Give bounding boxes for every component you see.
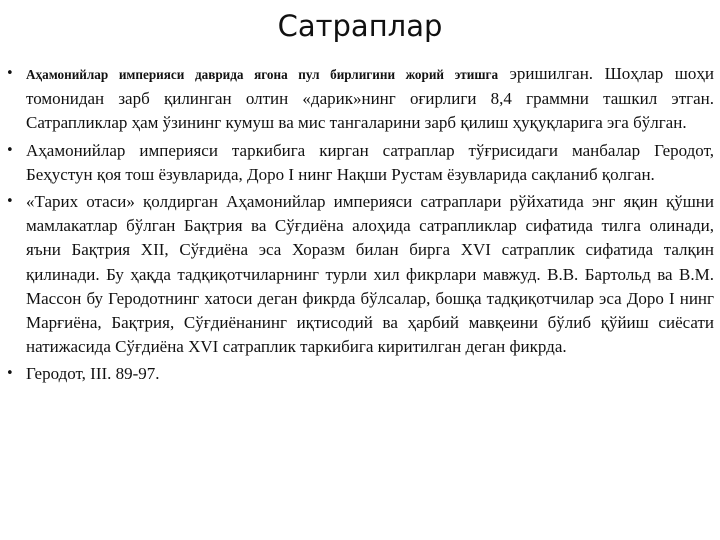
list-item (6, 139, 714, 187)
bullet-icon: • (6, 66, 14, 81)
list-item-lead: Аҳамонийлар империяси даврида ягона пул бирлигини жорий этишга (26, 67, 499, 82)
list-item-text (26, 62, 714, 136)
bullet-icon: • (6, 142, 14, 158)
list-item-body: «Тарих отаси» қолдирган Аҳамонийлар империяси сатраплари рўйхатида энг яқин қўшни мамлакатлар бўлган Бақтрия ва Сўғдиёна алоҳида сатрапликлар сифатида тилга олинади, яъни Бақтрия XII, Сўғдиёна эса Хоразм билан бирга XVI сатраплик сифатида талқин қилинади. Бу ҳақда тадқиқотчиларнинг турли хил фикрлари мавжуд. В.В. Бартольд ва В.М. Массон бу Геродотнинг хатоси деган фикрда бўлсалар, бошқа тадқиқотчилар эса Доро I нинг Марғиёна, Бақтрия, Сўғдиёнанинг иқтисодий ва ҳарбий мавқеини бўлиб қўйиш сиёсати натижасида Сўғдиёна XVI сатраплик таркибига киритилган деган фикрда. (26, 192, 714, 357)
list-item-body: Геродот, III. 89-97. (26, 364, 160, 384)
bullet-icon: • (6, 194, 14, 210)
slide-title: Сатраплар (277, 9, 443, 43)
bullet-list (6, 62, 714, 390)
list-item (6, 190, 714, 359)
list-item-text (26, 362, 714, 386)
list-item (6, 62, 714, 136)
list-item-text (26, 139, 714, 187)
list-item-text (26, 190, 714, 359)
list-item-body: эришилган. Шоҳлар шоҳи томонидан зарб қилинган олтин «дарик»нинг оғирлиги 8,4 граммни ташкил этган. Сатрапликлар ҳам ўзининг кумуш ва мис тангаларини зарб қилиш ҳуқуқларига эга бўлган. (26, 64, 714, 133)
bullet-icon: • (6, 366, 14, 382)
list-item-body: Аҳамонийлар империяси таркибига кирган сатраплар тўғрисидаги манбалар Геродот, Беҳустун қоя тош ёзувларида, Доро I нинг Нақши Рустам ёзувларида сақланиб қолган. (26, 140, 714, 184)
list-item (6, 362, 714, 386)
